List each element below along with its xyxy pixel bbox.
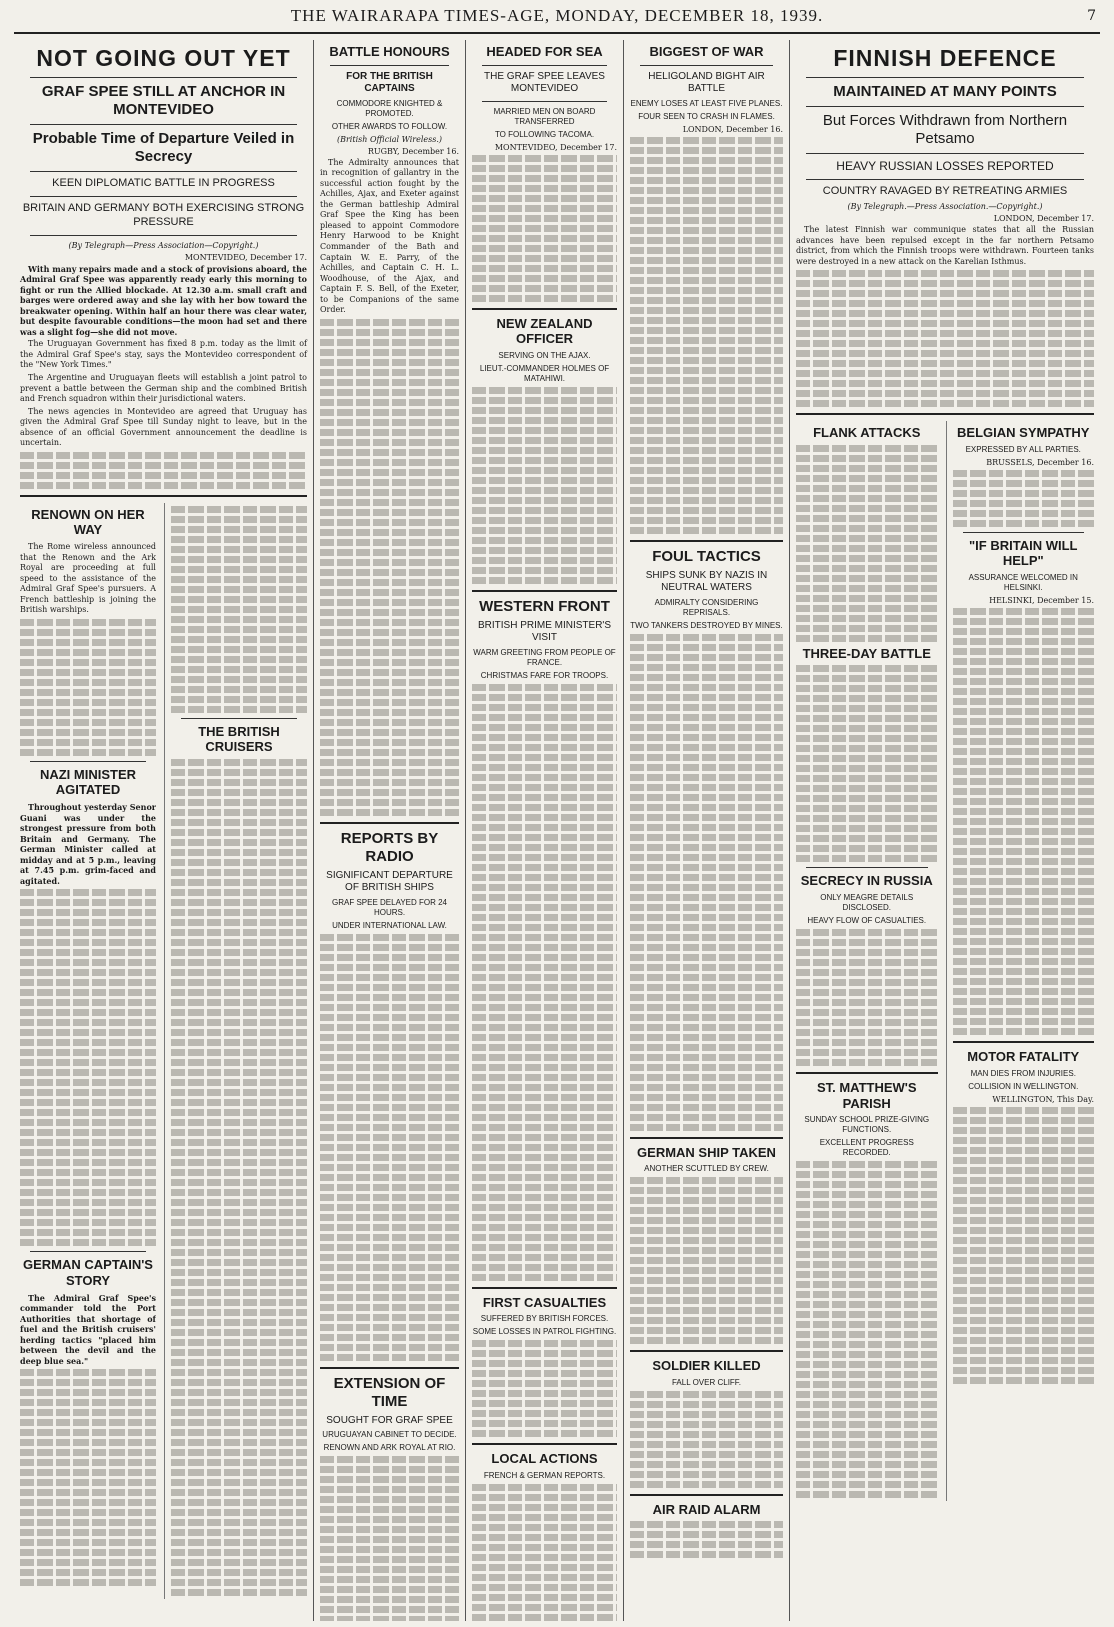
article-text-block [171, 506, 307, 713]
article-paragraph: The Argentine and Uruguayan fleets will establish a joint patrol to prevent a battle between the German ship and the combined British and French squadron within their jurisdictional waters. [20, 373, 307, 404]
article-text-block [630, 1391, 783, 1488]
article-paragraph: The Rome wireless announced that the Renown and the Ark Royal are proceeding at full speed to the assistance of the Admiral Graf Spee's pursuers. A French battleship is joining the British warships. [20, 542, 156, 615]
subhead-still-at-anchor: GRAF SPEE STILL AT ANCHOR IN MONTEVIDEO [41, 83, 286, 119]
article-text-block [630, 1521, 783, 1558]
subhead-warm-greeting: WARM GREETING FROM PEOPLE OF FRANCE. [473, 647, 616, 667]
headline-flank-attacks: FLANK ATTACKS [813, 425, 921, 441]
dateline: LONDON, December 16. [682, 124, 783, 134]
article-text-block [796, 929, 938, 1066]
subhead-british-captains: FOR THE BRITISH CAPTAINS [346, 70, 433, 95]
subhead-meagre-details: ONLY MEAGRE DETAILS DISCLOSED. [820, 893, 914, 913]
headline-german-ship-taken: GERMAN SHIP TAKEN [637, 1144, 776, 1160]
subhead-married-men: MARRIED MEN ON BOARD TRANSFERRED [493, 106, 596, 126]
subhead-dies-injuries: MAN DIES FROM INJURIES. [970, 1068, 1076, 1078]
subhead-all-parties: EXPRESSED BY ALL PARTIES. [965, 444, 1081, 454]
subhead-diplomatic-battle: KEEN DIPLOMATIC BATTLE IN PROGRESS [52, 177, 275, 190]
sub-columns [20, 503, 307, 1599]
article-text-block [796, 445, 938, 642]
dateline: RUGBY, December 16. [367, 146, 459, 156]
masthead [14, 0, 1100, 34]
headline-nazi-minister: NAZI MINISTER AGITATED [39, 766, 137, 798]
dateline: LONDON, December 17. [993, 214, 1094, 224]
headline-headed-for-sea: HEADED FOR SEA [486, 44, 603, 59]
subhead-graf-spee-delayed: GRAF SPEE DELAYED FOR 24 HOURS. [332, 897, 447, 917]
sub-columns [796, 421, 1094, 1501]
subhead-other-awards: OTHER AWARDS TO FOLLOW. [331, 121, 448, 131]
dateline: BRUSSELS, December 16. [986, 457, 1094, 467]
article-text-block [953, 1107, 1095, 1384]
column-graf-spee [14, 40, 314, 1621]
article-text-block [20, 619, 156, 756]
headline-western-front: WESTERN FRONT [479, 597, 610, 615]
headline-reports-by-radio: REPORTS BY RADIO [340, 829, 439, 865]
article-text-block [472, 1484, 617, 1621]
subhead-petsamo: But Forces Withdrawn from Northern Petsamo [822, 112, 1068, 148]
article-text-block [472, 684, 617, 1281]
subhead-prime-minister: BRITISH PRIME MINISTER'S VISIT [477, 619, 612, 644]
headline-not-going-out: NOT GOING OUT YET [36, 45, 291, 71]
subhead-country-ravaged: COUNTRY RAVAGED BY RETREATING ARMIES [822, 185, 1068, 198]
article-text-block [953, 470, 1095, 527]
dateline: WELLINGTON, This Day. [992, 1094, 1094, 1104]
subhead-british-forces: SUFFERED BY BRITISH FORCES. [480, 1314, 609, 1324]
subhead-departure-veiled: Probable Time of Departure Veiled in Secrecy [32, 130, 295, 166]
article-lead: With many repairs made and a stock of provisions aboard, the Admiral Graf Spee was apparently ready early this morning to fight or run the Allied blockade. At 12.30 a.m. small craft and barges were ordered away and she lay with her bow toward the breakwater opening. Within half an hour there was clear water, but despite favourable conditions—the moon had set and there was a slight fog—she did not move. [20, 263, 307, 337]
subhead-international-law: UNDER INTERNATIONAL LAW. [332, 920, 447, 930]
headline-biggest-of-war: BIGGEST OF WAR [649, 44, 764, 59]
subhead-leaves-montevideo: THE GRAF SPEE LEAVES MONTEVIDEO [484, 70, 605, 95]
article-text-block [796, 1161, 938, 1498]
subhead-serving-ajax: SERVING ON THE AJAX. [498, 350, 591, 360]
subhead-heligoland: HELIGOLAND BIGHT AIR BATTLE [648, 70, 765, 95]
dateline: MONTEVIDEO, December 17. [494, 142, 617, 152]
column-battle-honours [314, 40, 466, 1621]
article-text-block [630, 634, 783, 1131]
subhead-patrol-fighting: SOME LOSSES IN PATROL FIGHTING. [472, 1327, 617, 1337]
subhead-ships-sunk: SHIPS SUNK BY NAZIS IN NEUTRAL WATERS [645, 569, 768, 594]
headline-air-raid-alarm: AIR RAID ALARM [652, 1501, 761, 1517]
article-text-block [320, 1456, 459, 1621]
subhead-french-german: FRENCH & GERMAN REPORTS. [483, 1470, 606, 1480]
headline-extension-of-time: EXTENSION OF TIME [333, 1374, 446, 1410]
article-text-block [472, 387, 617, 584]
credit-line: (By Telegraph—Press Association—Copyright.) [68, 240, 259, 250]
subhead-uruguayan-cabinet: URUGUAYAN CABINET TO DECIDE. [322, 1430, 457, 1440]
headline-three-day-battle: THREE-DAY BATTLE [802, 645, 931, 661]
article-text-block [472, 1340, 617, 1437]
headline-foul-tactics: FOUL TACTICS [652, 547, 761, 565]
subhead-casualties: HEAVY FLOW OF CASUALTIES. [807, 916, 927, 926]
article-text-block [796, 665, 938, 862]
subhead-russian-losses: HEAVY RUSSIAN LOSSES REPORTED [836, 159, 1054, 174]
article-text-block [630, 137, 783, 534]
subhead-christmas-fare: CHRISTMAS FARE FOR TROOPS. [480, 670, 609, 680]
article-text-block [953, 608, 1095, 1035]
subhead-departure-ships: SIGNIFICANT DEPARTURE OF BRITISH SHIPS [326, 869, 453, 894]
credit-line: (British Official Wireless.) [336, 134, 443, 144]
headline-renown: RENOWN ON HER WAY [31, 506, 145, 538]
page-number: 7 [1087, 8, 1096, 24]
subhead-strong-pressure: BRITAIN AND GERMANY BOTH EXERCISING STRONG PRESSURE [22, 202, 305, 228]
subhead-four-seen: FOUR SEEN TO CRASH IN FLAMES. [638, 111, 775, 121]
headline-nz-officer: NEW ZEALAND OFFICER [496, 315, 593, 347]
article-text-block [796, 270, 1094, 407]
headline-belgian-sympathy: BELGIAN SYMPATHY [957, 425, 1090, 441]
subhead-tankers: TWO TANKERS DESTROYED BY MINES. [630, 620, 783, 630]
article-text-block [171, 759, 307, 1596]
subhead-holmes: LIEUT.-COMMANDER HOLMES OF MATAHIWI. [479, 363, 610, 383]
article-paragraph: The latest Finnish war communique states that all the Russian advances have been repulsed except in the far northern Petsamo district, from which the Finnish troops were withdrawn. Fourteen tanks were destroyed in a new attack on the Karelian Isthmus. [796, 225, 1094, 266]
column-finnish-defence [790, 40, 1100, 1621]
subhead-reprisals: ADMIRALTY CONSIDERING REPRISALS. [654, 597, 759, 617]
article-paragraph: The Admiralty announces that in recognition of gallantry in the successful action fought by the Achilles, Ajax, and Exeter against the German battleship Admiral Graf Spee the King has been pleased to appoint Commodore Henry Harwood to be Knight Commander of the Bath and Captain W. E. Parry, of the Achilles, and Captain C. H. L. Woodhouse, of the Ajax, and Captain F. S. Bell, of the Exeter, to be Companions of the same Order. [320, 157, 459, 315]
subhead-commodore-knighted: COMMODORE KNIGHTED & PROMOTED. [336, 98, 443, 118]
headline-british-cruisers: THE BRITISH CRUISERS [198, 723, 280, 755]
article-text-block [320, 934, 459, 1361]
headline-finnish-defence: FINNISH DEFENCE [833, 45, 1057, 71]
subhead-many-points: MAINTAINED AT MANY POINTS [833, 83, 1057, 101]
headline-secrecy-russia: SECRECY IN RUSSIA [800, 873, 933, 889]
article-text-block [472, 155, 617, 302]
dateline: MONTEVIDEO, December 17. [184, 252, 307, 262]
subhead-collision: COLLISION IN WELLINGTON. [968, 1081, 1079, 1091]
subhead-enemy-loses: ENEMY LOSES AT LEAST FIVE PLANES. [630, 98, 783, 108]
article-paragraph: The Uruguayan Government has fixed 8 p.m. today as the limit of the Admiral Graf Spee's stay, says the Montevideo correspondent of the "New York Times." [20, 339, 307, 370]
masthead-title: THE WAIRARAPA TIMES-AGE, MONDAY, DECEMBER 18, 1939. [290, 6, 824, 25]
article-text-block [20, 452, 307, 489]
headline-if-britain-will-help: "IF BRITAIN WILL HELP" [969, 537, 1078, 569]
column-biggest-of-war [624, 40, 790, 1621]
article-paragraph: Throughout yesterday Senor Guani was under the strongest pressure from both Britain and Germany. The German Minister called at midday and at 5 p.m., leaving at 7.45 p.m. grim-faced and agitated. [20, 802, 156, 886]
headline-local-actions: LOCAL ACTIONS [491, 1451, 598, 1467]
headline-first-casualties: FIRST CASUALTIES [482, 1294, 607, 1310]
subhead-renown-ark-royal: RENOWN AND ARK ROYAL AT RIO. [323, 1443, 456, 1453]
headline-st-matthews: ST. MATTHEW'S PARISH [816, 1080, 917, 1111]
article-paragraph: The Admiral Graf Spee's commander told the Port Authorities that shortage of fuel and the British cruisers' herding tactics "placed him between the devil and the deep blue sea." [20, 1292, 156, 1366]
subhead-progress: EXCELLENT PROGRESS RECORDED. [819, 1138, 914, 1158]
subhead-sought-graf-spee: SOUGHT FOR GRAF SPEE [326, 1414, 453, 1426]
article-paragraph: The news agencies in Montevideo are agreed that Uruguay has given the Admiral Graf Spee till Sunday night to leave, but in the absence of an official Government announcement the deadline is uncertain. [20, 406, 307, 448]
article-text-block [630, 1177, 783, 1344]
subhead-assurance: ASSURANCE WELCOMED IN HELSINKI. [968, 573, 1078, 593]
column-headed-for-sea [466, 40, 624, 1621]
article-text-block [20, 1369, 156, 1586]
subhead-scuttled: ANOTHER SCUTTLED BY CREW. [644, 1164, 769, 1174]
columns [14, 40, 1100, 1621]
headline-motor-fatality: MOTOR FATALITY [967, 1049, 1080, 1065]
subhead-prize-giving: SUNDAY SCHOOL PRIZE-GIVING FUNCTIONS. [804, 1115, 930, 1135]
article-text-block [320, 319, 459, 816]
dateline: HELSINKI, December 15. [989, 596, 1094, 606]
subhead-tacoma: TO FOLLOWING TACOMA. [494, 129, 595, 139]
headline-german-captain: GERMAN CAPTAIN'S STORY [23, 1257, 153, 1289]
headline-soldier-killed: SOLDIER KILLED [652, 1358, 761, 1374]
credit-line: (By Telegraph.—Press Association.—Copyright.) [847, 202, 1043, 212]
headline-battle-honours: BATTLE HONOURS [329, 44, 450, 59]
article-text-block [20, 889, 156, 1246]
subhead-fall-over-cliff: FALL OVER CLIFF. [671, 1377, 742, 1387]
